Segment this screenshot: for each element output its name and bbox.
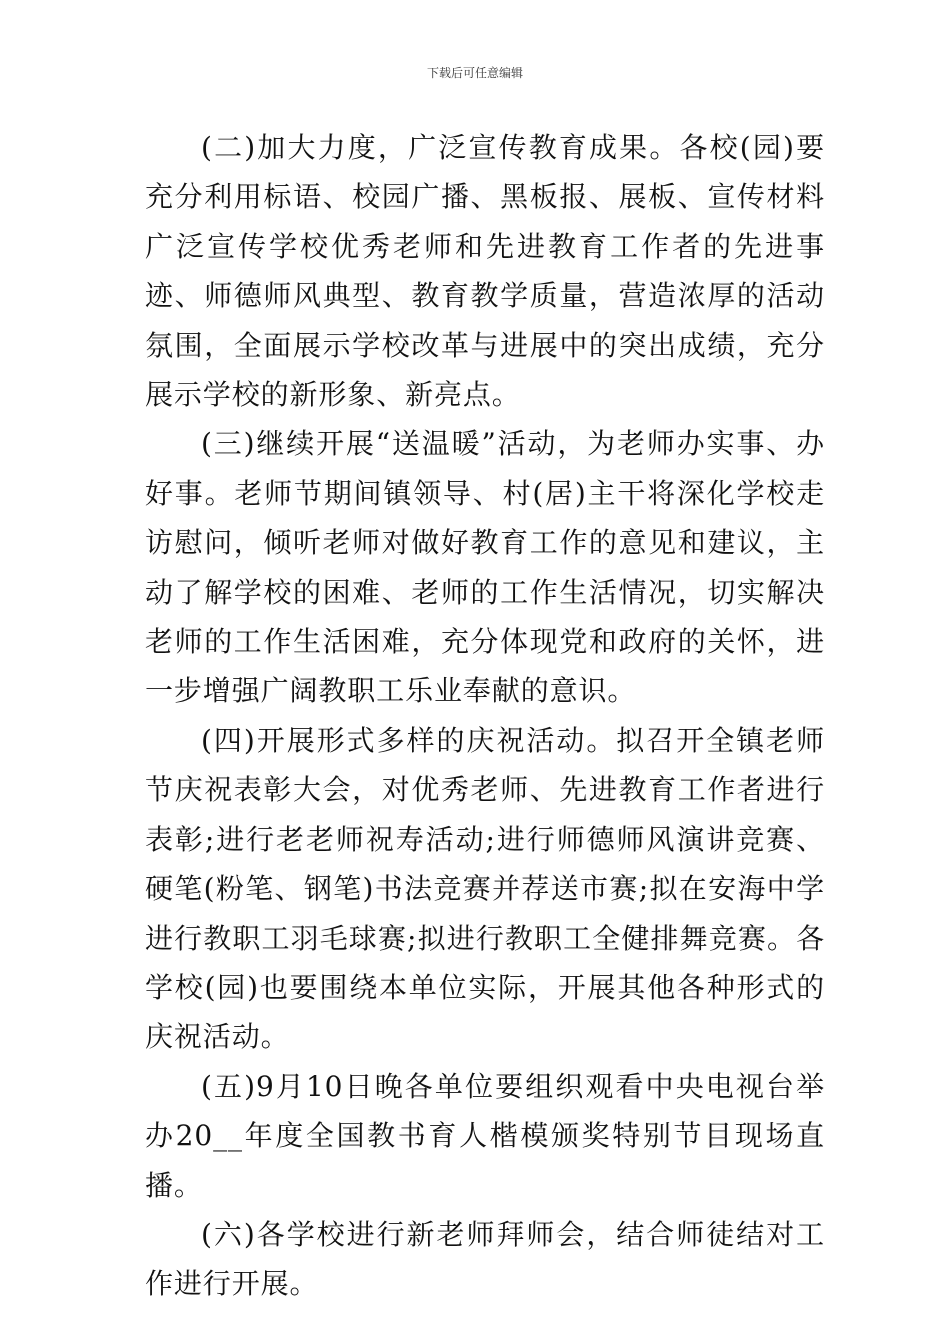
paragraph-mentoring: (六)各学校进行新老师拜师会，结合师徒结对工作进行开展。 bbox=[145, 1217, 825, 1301]
paragraph-warmth-activity: (三)继续开展“送温暖”活动，为老师办实事、办好事。老师节期间镇领导、村(居)主干将深化学校走访慰问，倾听老师对做好教育工作的意见和建议，主动了解学校的困难、老师的工作生活情况，切实解决老师的工作生活困难，充分体现党和政府的关怀，进一步增强广阔教职工乐业奉献的意识。 bbox=[145, 427, 825, 708]
paragraph-broadcast-viewing: (五)9月10日晚各单位要组织观看中央电视台举办20__年度全国教书育人楷模颁奖特别节目现场直播。 bbox=[145, 1069, 825, 1202]
paragraph-celebration-activities: (四)开展形式多样的庆祝活动。拟召开全镇老师节庆祝表彰大会，对优秀老师、先进教育工作者进行表彰;进行老老师祝寿活动;进行师德师风演讲竞赛、硬笔(粉笔、钢笔)书法竞赛并荐送市赛;拟在安海中学进行教职工羽毛球赛;拟进行教职工全健排舞竞赛。各学校(园)也要围绕本单位实际，开展其他各种形式的庆祝活动。 bbox=[145, 723, 825, 1054]
page-header: 下载后可任意编辑 bbox=[426, 66, 523, 80]
document-body bbox=[145, 123, 825, 1309]
paragraph-publicity: (二)加大力度，广泛宣传教育成果。各校(园)要充分利用标语、校园广播、黑板报、展板、宣传材料广泛宣传学校优秀老师和先进教育工作者的先进事迹、师德师风典型、教育教学质量，营造浓厚的活动氛围，全面展示学校改革与进展中的突出成绩，充分展示学校的新形象、新亮点。 bbox=[145, 131, 825, 412]
